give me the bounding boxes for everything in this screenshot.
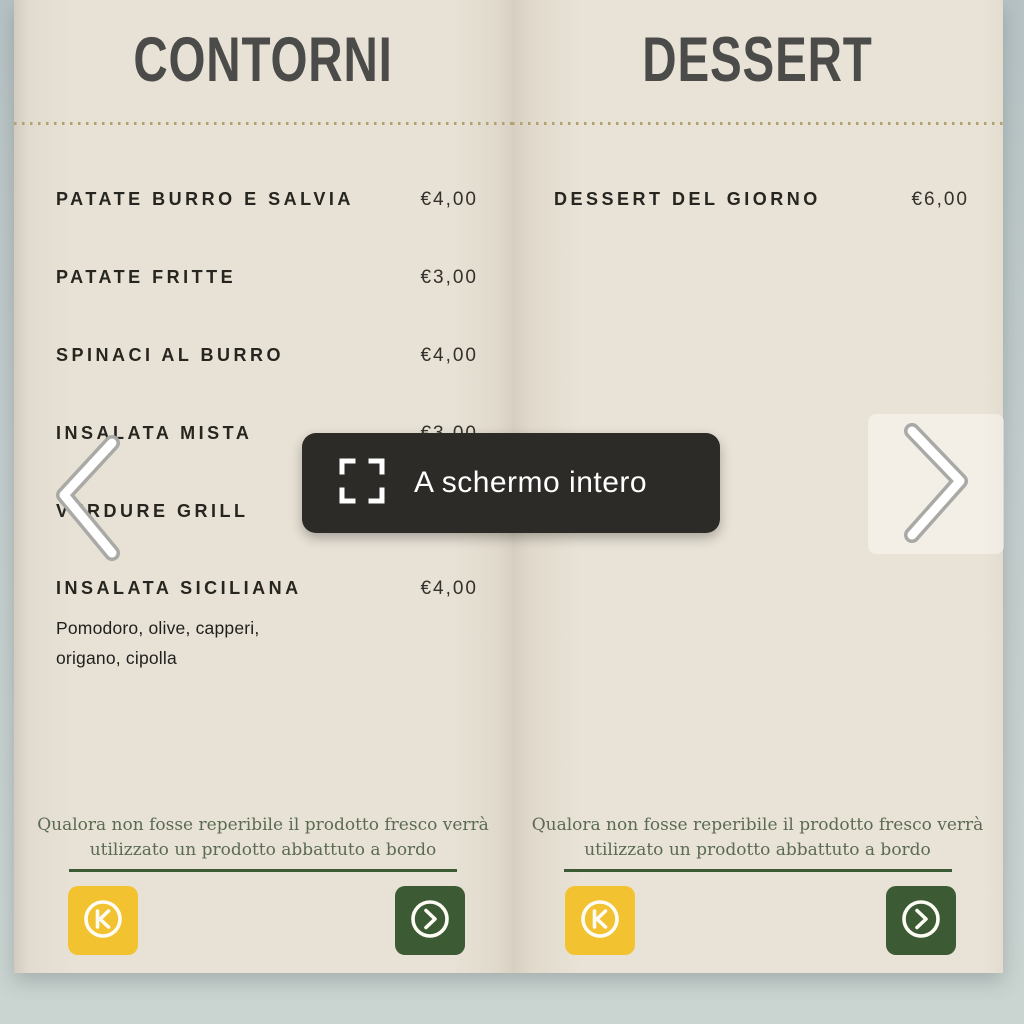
menu-item-name: PATATE FRITTE — [56, 267, 237, 287]
chevron-left-icon — [50, 548, 130, 565]
menu-item-name: INSALATA SICILIANA — [56, 578, 302, 598]
circle-arrow-right-icon — [897, 895, 945, 946]
menu-item-price: €4,00 — [420, 345, 478, 366]
next-page-button[interactable] — [886, 886, 956, 955]
menu-item-row — [56, 189, 478, 211]
footer-underline — [564, 869, 952, 872]
menu-item-name: DESSERT DEL GIORNO — [554, 189, 821, 209]
menu-item-row — [56, 345, 478, 367]
fullscreen-tooltip[interactable] — [302, 433, 720, 533]
skip-to-start-icon — [79, 895, 127, 946]
menu-item-row — [56, 578, 478, 673]
page-buttons — [512, 886, 1003, 955]
menu-item-name: VERDURE GRILL — [56, 501, 249, 521]
menu-item-description: Pomodoro, olive, capperi, origano, cipolla — [56, 618, 260, 668]
menu-item-name: PATATE BURRO E SALVIA — [56, 189, 354, 209]
menu-item-price: €4,00 — [420, 189, 478, 210]
page-title: CONTORNI — [133, 25, 393, 96]
footer-note-line2: utilizzato un prodotto abbattuto a bordo — [89, 840, 437, 860]
next-page-button[interactable] — [395, 886, 465, 955]
footer-note — [512, 813, 1003, 872]
menu-item-row — [554, 189, 969, 211]
footer-note-line2: utilizzato un prodotto abbattuto a bordo — [584, 840, 931, 860]
next-spread-arrow[interactable] — [868, 414, 1004, 554]
skip-to-start-icon — [576, 895, 624, 946]
footer-note-line1: Qualora non fosse reperibile il prodotto fresco verrà — [531, 815, 984, 835]
footer-note-line1: Qualora non fosse reperibile il prodotto fresco verrà — [37, 815, 489, 835]
menu-items-list — [512, 189, 1003, 267]
chevron-right-icon — [896, 421, 976, 548]
menu-item-name: SPINACI AL BURRO — [56, 345, 285, 365]
dotted-divider — [14, 122, 512, 125]
menu-item-price: €3,00 — [420, 267, 478, 288]
go-to-first-page-button[interactable] — [565, 886, 635, 955]
page-title: DESSERT — [642, 25, 873, 96]
menu-item-row — [56, 267, 478, 289]
menu-item-price: €6,00 — [911, 189, 969, 210]
footer-note — [14, 813, 512, 872]
go-to-first-page-button[interactable] — [68, 886, 138, 955]
dotted-divider — [512, 122, 1003, 125]
previous-spread-arrow[interactable] — [50, 433, 130, 566]
fullscreen-tooltip-label: A schermo intero — [414, 466, 648, 499]
menu-item-name: INSALATA MISTA — [56, 423, 253, 443]
menu-item-price: €4,00 — [420, 578, 478, 599]
page-buttons — [14, 886, 512, 955]
circle-arrow-right-icon — [406, 895, 454, 946]
fullscreen-icon — [338, 457, 386, 510]
footer-underline — [69, 869, 457, 872]
